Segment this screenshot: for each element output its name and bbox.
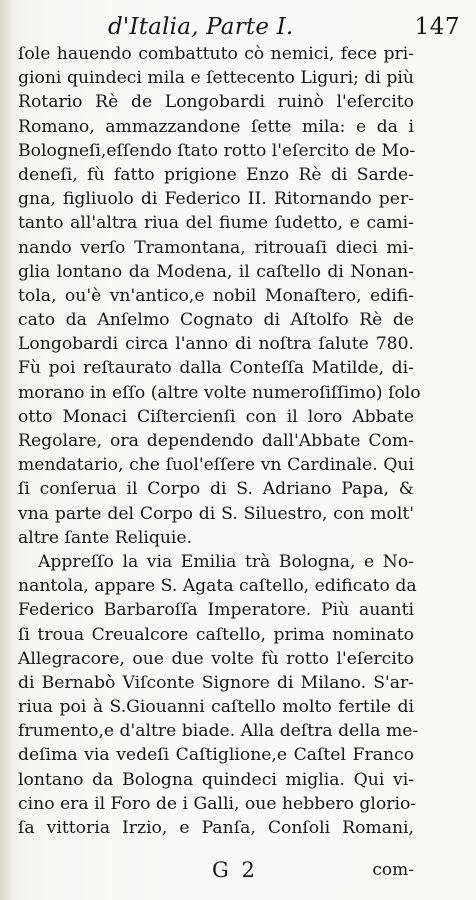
- text-line: Fù poi reſtaurato dalla Conteſſa Matilde, di-: [18, 358, 414, 379]
- text-line: frumento,e d'altre biade. Alla deſtra della me-: [18, 721, 419, 742]
- gutter-shadow: [0, 0, 14, 900]
- text-line: deſima via vedeſi Caſtiglione,e Caſtel Franco: [18, 745, 414, 766]
- text-line: cato da Anſelmo Cognato di Aſtolfo Rè de: [18, 310, 414, 331]
- page-number: 147: [414, 14, 460, 40]
- text-line: ſi conſerua il Corpo di S. Adriano Papa, &: [18, 479, 414, 500]
- text-line: tola, ou'è vn'antico,e nobil Monaſtero, edifi-: [18, 285, 414, 306]
- page-header: [108, 14, 460, 44]
- text-line: deneſi, fù fatto prigione Enzo Rè di Sarde-: [18, 164, 414, 185]
- signature-mark: G 2: [212, 858, 258, 882]
- text-line: Regolare, ora dependendo dall'Abbate Com-: [18, 431, 414, 451]
- text-line: Rotario Rè de Longobardi ruinò l'eſercito: [18, 92, 414, 113]
- catchword: com-: [372, 860, 414, 880]
- running-title: d'Italia, Parte I.: [108, 14, 294, 40]
- text-line: ſole hauendo combattuto cò nemici, fece pri-: [18, 44, 414, 64]
- text-line: mendatario, che ſuol'eſſere vn Cardinale. Qui: [18, 455, 414, 476]
- text-line: Bologneſi,eſſendo ſtato rotto l'eſercito de Mo-: [18, 140, 416, 161]
- text-line: ſa vittoria Irzio, e Panſa, Conſoli Romani,: [18, 818, 414, 838]
- text-line: Romano, ammazzandone ſette mila: e da i: [18, 116, 414, 137]
- text-line: morano in eſſo (altre volte numeroſiſſimo) ſolo: [18, 382, 421, 403]
- text-line: gioni quindeci mila e ſettecento Liguri; di più: [18, 68, 414, 89]
- paragraph-end-line: altre ſante Reliquie.: [18, 527, 193, 548]
- text-line: otto Monaci Ciſtercienſi con il loro Abbate: [18, 406, 414, 427]
- page-footer: [0, 858, 414, 888]
- text-line: ſi troua Creualcore caſtello, prima nominato: [18, 624, 414, 645]
- text-line: lontano da Bologna quindeci miglia. Qui vi-: [18, 769, 414, 790]
- text-line: gna, figliuolo di Federico II. Ritornando per-: [18, 189, 414, 210]
- text-line: tanto all'altra riua del fiume ſudetto, e cami-: [18, 213, 414, 234]
- paragraph-start-line: Appreſſo la via Emilia trà Bologna, e No-: [38, 551, 414, 572]
- text-line: riua poi à S.Giouanni caſtello molto fertile di: [18, 697, 414, 718]
- text-line: cino era il Foro de i Galli, oue hebbero glorio-: [18, 793, 417, 814]
- text-line: nando verſo Tramontana, ritrouaſi dieci mi-: [18, 237, 414, 258]
- body-text: [18, 42, 421, 840]
- text-line: Allegracore, oue due volte fù rotto l'eſercito: [18, 648, 414, 669]
- text-line: Longobardi circa l'anno di noſtra ſalute 780.: [18, 334, 414, 355]
- text-line: Federico Barbaroſſa Imperatore. Più auanti: [18, 600, 414, 621]
- text-line: glia lontano da Modena, il caſtello di Nonan-: [18, 261, 414, 282]
- text-line: di Bernabò Viſconte Signore di Milano. S'ar-: [18, 672, 414, 693]
- text-line: vna parte del Corpo di S. Siluestro, con molt': [18, 503, 414, 524]
- text-line: nantola, appare S. Agata caſtello, edificato da: [18, 576, 417, 597]
